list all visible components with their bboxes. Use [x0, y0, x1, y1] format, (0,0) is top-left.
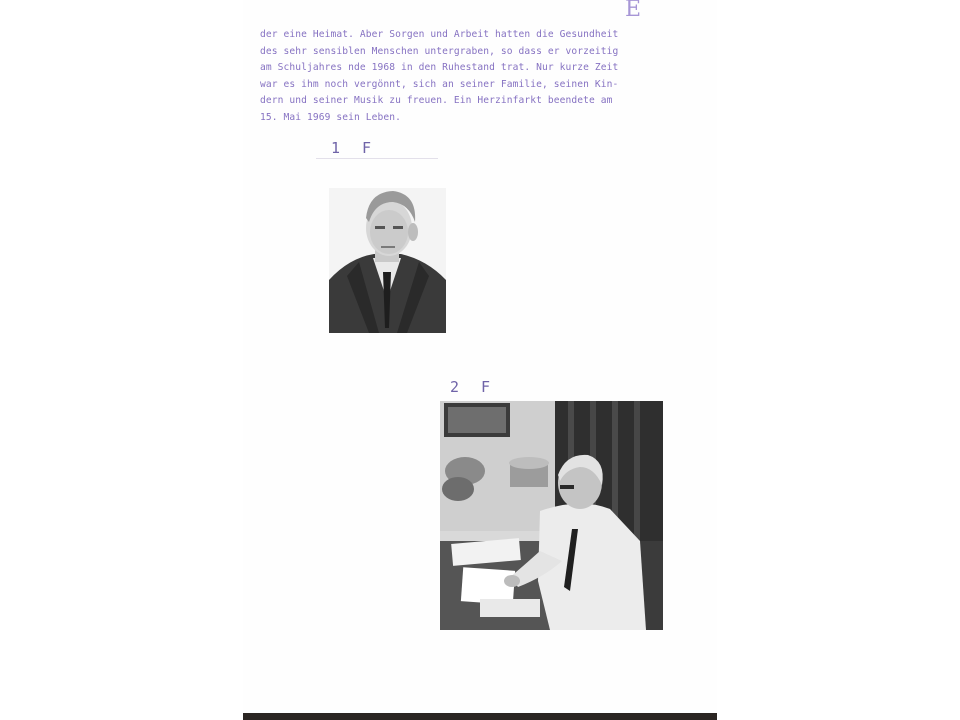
portrait-photo: [329, 188, 446, 333]
figure-1-label: [331, 139, 371, 157]
typewritten-paragraph: [260, 27, 660, 127]
figure-1-letter: F: [362, 139, 372, 157]
paragraph-line: am Schuljahres nde 1968 in den Ruhestand trat. Nur kurze Zeit: [260, 62, 619, 74]
paragraph-line: war es ihm noch vergönnt, sich an seiner Familie, seinen Kin-: [260, 78, 619, 90]
figure-1-rule: [316, 158, 438, 159]
figure-2-letter: F: [481, 378, 491, 396]
desk-photo: [440, 401, 663, 630]
paragraph-line: dern und seiner Musik zu freuen. Ein Herzinfarkt beendete am: [260, 95, 613, 107]
paragraph-line: der eine Heimat. Aber Sorgen und Arbeit hatten die Gesundheit: [260, 29, 619, 40]
figure-1-number: 1: [331, 139, 341, 157]
page-bottom-edge: [243, 713, 717, 720]
figure-2-number: 2: [450, 378, 460, 396]
paragraph-line: 15. Mai 1969 sein Leben.: [260, 111, 402, 123]
corner-mark: E: [625, 0, 642, 22]
figure-2-label: [450, 378, 490, 396]
paragraph-line: des sehr sensiblen Menschen untergraben, so dass er vorzeitig: [260, 45, 619, 57]
